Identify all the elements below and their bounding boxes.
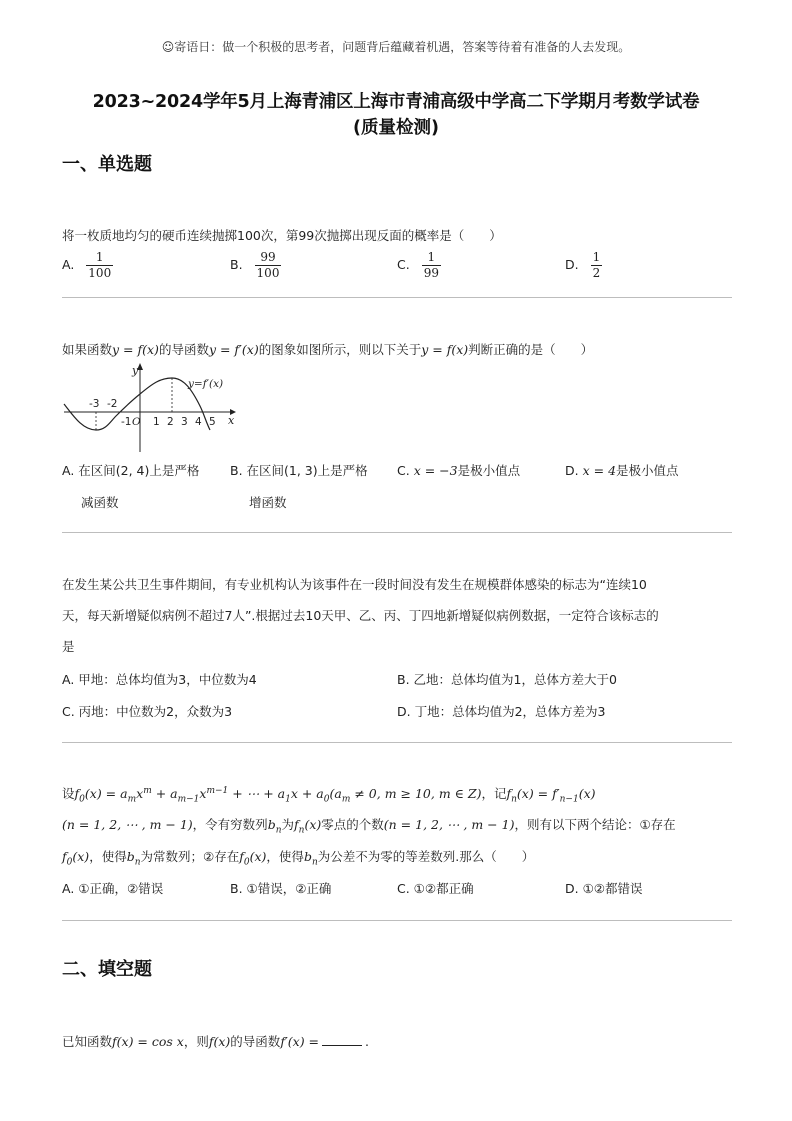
divider <box>62 742 732 743</box>
tick-label: 5 <box>209 416 216 428</box>
math-expression: $f_n(x) = f'_{n-1}(x)$ <box>506 786 596 805</box>
text-segment: ，使得 <box>266 849 304 864</box>
math-expression: $f_0(x)$ <box>62 849 90 868</box>
denominator: 100 <box>88 266 112 280</box>
curve-label: y=f′(x) <box>188 378 224 390</box>
tick-label: 1 <box>153 416 160 428</box>
option-label: D. <box>565 463 579 478</box>
question-1-option-c[interactable] <box>397 250 441 281</box>
question-3-option-b[interactable]: B. 乙地：总体均值为1，总体方差大于0 <box>397 672 617 687</box>
math-expression: f(x) = cos x <box>112 1034 184 1049</box>
text-segment: 为公差不为零的等差数列.那么（ ） <box>317 849 535 864</box>
option-label: C. <box>397 257 410 272</box>
question-2-option-d[interactable] <box>565 461 679 479</box>
derivative-graph <box>60 360 240 455</box>
option-text: A. 在区间(2, 4)上是严格 <box>62 463 200 478</box>
tick-label: -3 <box>89 398 100 410</box>
question-1-option-d[interactable] <box>565 250 602 281</box>
section-heading-fill-in: 二、填空题 <box>62 959 152 980</box>
denominator: 100 <box>256 266 280 280</box>
question-3-text-line-3: 是 <box>62 639 75 654</box>
divider <box>62 297 732 298</box>
option-text: 是极小值点 <box>616 463 679 478</box>
question-3-text-line-2: 天，每天新增疑似病例不超过7人”.根据过去10天甲、乙、丙、丁四地新增疑似病例数据，一定符合该标志的 <box>62 608 659 623</box>
text-segment: 为常数列；②存在 <box>140 849 240 864</box>
question-2-text <box>62 340 593 358</box>
answer-blank[interactable] <box>322 1033 362 1046</box>
option-label: C. <box>397 463 410 478</box>
question-2-option-c[interactable] <box>397 461 520 479</box>
question-4-text-line-1 <box>62 784 596 805</box>
question-3-text-line-1: 在发生某公共卫生事件期间，有专业机构认为该事件在一段时间没有发生在规模群体感染的标志为“连续10 <box>62 577 647 592</box>
tick-label: 2 <box>167 416 174 428</box>
option-text: 增函数 <box>249 495 287 510</box>
text-segment: 判断正确的是（ ） <box>468 342 594 357</box>
text-segment: 如果函数 <box>62 342 113 357</box>
option-label: D. <box>565 257 579 272</box>
fraction <box>422 250 441 281</box>
text-segment: 已知函数 <box>62 1034 113 1049</box>
text-segment: 的导函数 <box>158 342 209 357</box>
numerator: 1 <box>427 250 436 264</box>
denominator: 99 <box>423 266 439 280</box>
math-expression: $f_n(x)$ <box>294 817 322 836</box>
x-axis-label: x <box>228 414 235 427</box>
math-expression: f(x) <box>208 1034 231 1049</box>
denominator: 2 <box>592 266 601 280</box>
math-expression: y = f′(x) <box>208 342 259 357</box>
tick-label: 4 <box>195 416 202 428</box>
option-text: 减函数 <box>81 495 119 510</box>
math-expression: $b_n$ <box>303 849 318 868</box>
y-axis-label: y <box>132 364 139 377</box>
question-1-option-b[interactable] <box>230 250 281 281</box>
text-segment: ，使得 <box>89 849 127 864</box>
question-3-option-a[interactable]: A. 甲地：总体均值为3，中位数为4 <box>62 672 257 687</box>
question-4-option-d[interactable]: D. ①②都错误 <box>565 881 643 896</box>
question-1-text: 将一枚质地均匀的硬币连续抛掷100次，第99次抛掷出现反面的概率是（ ） <box>62 228 502 243</box>
text-segment: ，记 <box>481 786 507 801</box>
question-2-option-b[interactable] <box>230 461 368 511</box>
option-text: B. 在区间(1, 3)上是严格 <box>230 463 368 478</box>
divider <box>62 532 732 533</box>
tick-label: -1 <box>121 416 132 428</box>
text-segment: . <box>365 1034 370 1049</box>
math-expression: $b_n$ <box>126 849 141 868</box>
numerator: 1 <box>592 250 601 264</box>
question-2-option-a[interactable] <box>62 461 199 511</box>
question-1-option-a[interactable] <box>62 250 113 281</box>
text-segment: 的图象如图所示，则以下关于 <box>258 342 422 357</box>
math-expression: (n = 1, 2, ⋯ , m − 1) <box>383 817 515 832</box>
math-expression: $f_0(x) = a_mx^m + a_{m-1}x^{m-1}$ + ⋯ + $a_1x + a_0(a_m \ne 0$, m ≥ 10, m ∈ Z) <box>74 785 482 805</box>
math-expression: y = f(x) <box>421 342 469 357</box>
text-segment: ，令有穷数列 <box>192 817 268 832</box>
math-expression: $b_n$ <box>267 817 282 836</box>
question-5-text <box>62 1032 369 1050</box>
divider <box>62 920 732 921</box>
option-text: 是极小值点 <box>457 463 521 478</box>
text-segment: 的导函数 <box>230 1034 281 1049</box>
question-4-option-a[interactable]: A. ①正确，②错误 <box>62 881 164 896</box>
page-title: 2023~2024学年5月上海青浦区上海市青浦高级中学高二下学期月考数学试卷 <box>92 92 700 112</box>
numerator: 99 <box>260 250 276 264</box>
page-subtitle: (质量检测) <box>353 118 439 138</box>
question-4-option-b[interactable]: B. ①错误，②正确 <box>230 881 332 896</box>
fraction <box>591 250 603 281</box>
question-3-option-d[interactable]: D. 丁地：总体均值为2，总体方差为3 <box>397 704 606 719</box>
math-expression: f′(x) = <box>280 1034 320 1049</box>
tick-label: 3 <box>181 416 188 428</box>
origin-label: O <box>132 416 141 428</box>
motto: ☺寄语日：做一个积极的思考者，问题背后蕴藏着机遇，答案等待着有准备的人去发现。 <box>161 40 631 54</box>
tick-label: -2 <box>107 398 118 410</box>
text-segment: 零点的个数 <box>321 817 384 832</box>
question-4-text-line-3 <box>62 847 534 868</box>
option-label: B. <box>230 257 243 272</box>
question-4-text-line-2 <box>62 815 676 836</box>
math-expression: $f_0(x)$ <box>239 849 267 868</box>
text-segment: ，则有以下两个结论：①存在 <box>514 817 676 832</box>
math-expression: x = −3 <box>413 463 458 478</box>
math-expression: x = 4 <box>582 463 617 478</box>
text-segment: 为 <box>281 817 295 832</box>
fraction <box>255 250 282 281</box>
math-expression: (n = 1, 2, ⋯ , m − 1) <box>62 817 193 832</box>
math-expression: y = f(x) <box>112 342 159 357</box>
text-segment: ，则 <box>183 1034 209 1049</box>
fraction <box>86 250 113 281</box>
text-segment: 设 <box>62 786 75 801</box>
section-heading-single-choice: 一、单选题 <box>62 154 152 175</box>
question-4-option-c[interactable]: C. ①②都正确 <box>397 881 474 896</box>
option-label: A. <box>62 257 75 272</box>
numerator: 1 <box>95 250 104 264</box>
question-3-option-c[interactable]: C. 丙地：中位数为2，众数为3 <box>62 704 233 719</box>
